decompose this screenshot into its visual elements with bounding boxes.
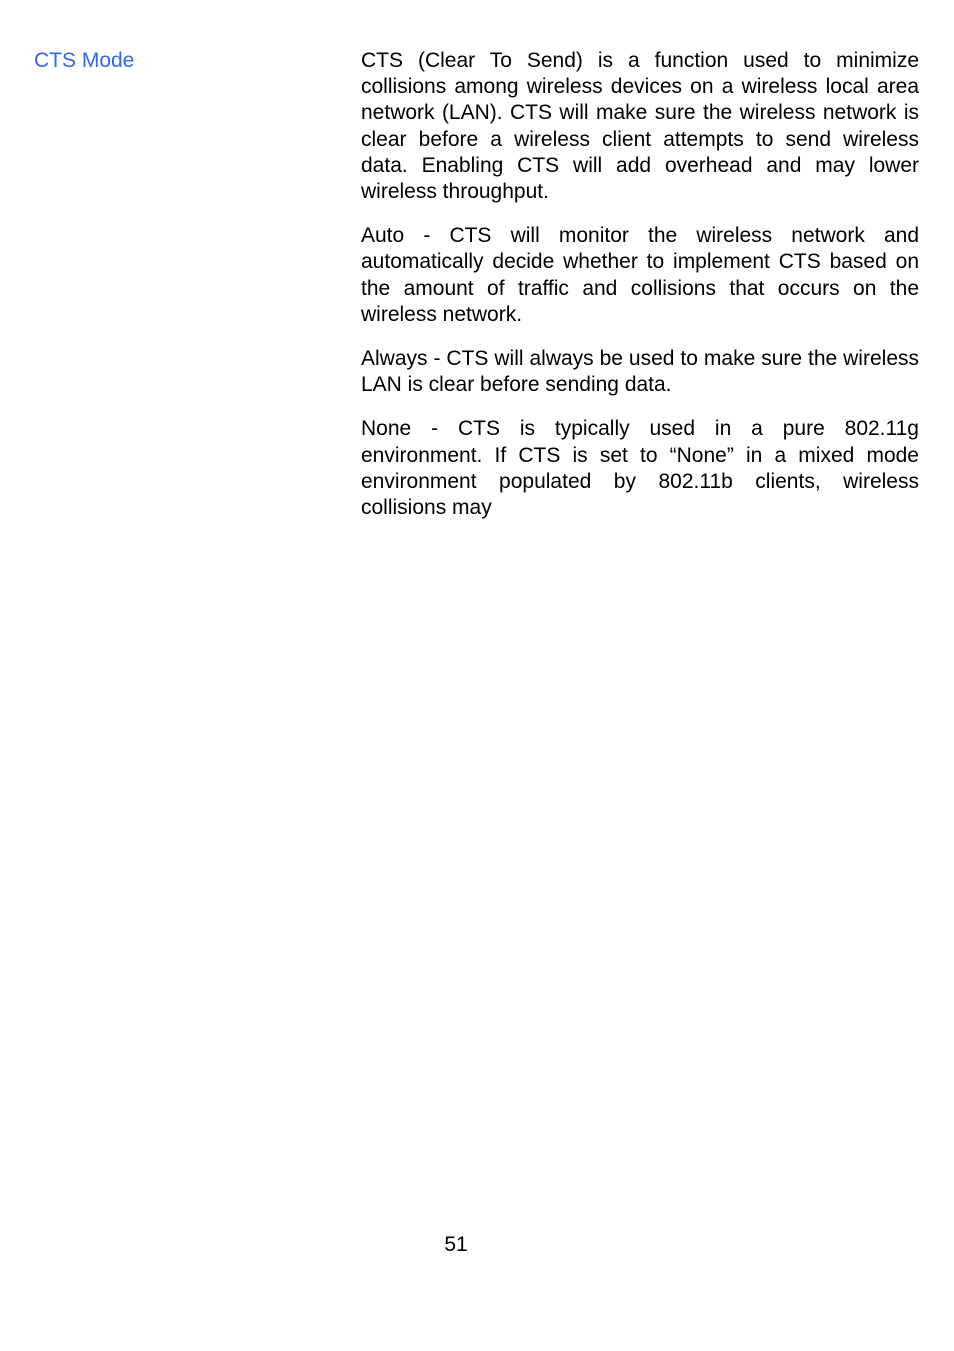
description-paragraph-intro: CTS (Clear To Send) is a function used to minimize collisions among wireless devices on a wireless local area network (LAN). CTS will make sure the wireless network is clear before a wireless client attempts to send wireless data. Enabling CTS will add overhead and may lower wireless throughput. <box>361 49 919 204</box>
description-paragraph-always: Always - CTS will always be used to make sure the wireless LAN is clear before sending data. <box>361 347 919 397</box>
description-paragraph-auto: Auto - CTS will monitor the wireless network and automatically decide whether to implement CTS based on the amount of traffic and collisions that occurs on the wireless network. <box>361 224 919 326</box>
term-label: CTS Mode <box>34 49 135 72</box>
description-paragraph-none: None - CTS is typically used in a pure 802.11g environment. If CTS is set to “None” in a mixed mode environment populated by 802.11b clients, wireless collisions may <box>361 417 919 520</box>
description-column <box>361 48 919 539</box>
page-number: 51 <box>444 1233 468 1256</box>
